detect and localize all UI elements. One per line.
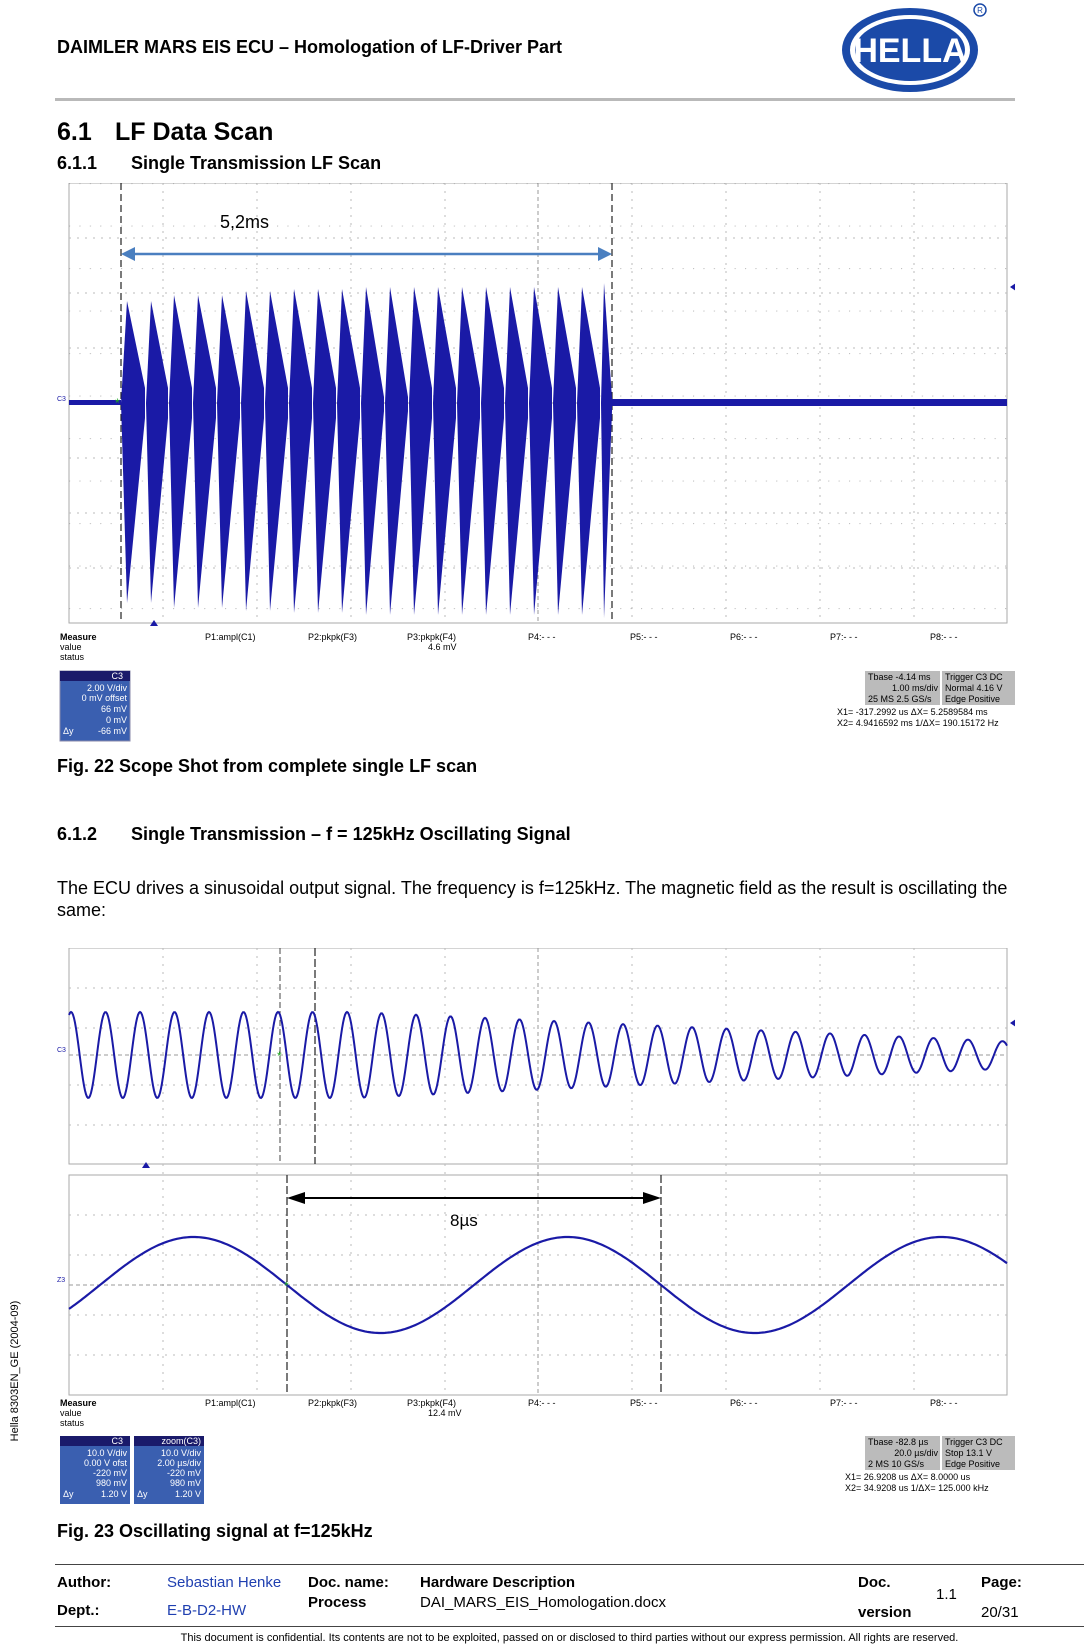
svg-text:2.00 V/div: 2.00 V/div <box>86 683 127 693</box>
header-rule <box>55 98 1015 101</box>
svg-text:Δy: Δy <box>63 1489 74 1499</box>
svg-text:0 mV: 0 mV <box>105 715 127 725</box>
svg-text:X1= -317.2992 us ΔX= 5: X1= -317.2992 us ΔX= 5.2589584 ms <box>837 707 988 717</box>
svg-text:status: status <box>60 652 85 662</box>
duration-annotation: 5,2ms <box>220 212 270 232</box>
svg-text:0 mV offset: 0 mV offset <box>81 693 127 703</box>
logo-text: HELLA <box>853 32 967 70</box>
svg-text:P7:- - -: P7:- - - <box>830 632 858 642</box>
svg-text:-66 mV: -66 mV <box>97 726 127 736</box>
svg-text:Tbase -82.8 µs: Tbase -82.8 µs <box>868 1437 929 1447</box>
confidentiality-notice: This document is confidential. Its contents are not to be exploited, passed on or disclosed to third parties without our express permission. All rights are reserved. <box>180 1632 959 1644</box>
svg-text:P7:- - -: P7:- - - <box>830 1398 858 1408</box>
svg-text:P3:pkpk(F4): P3:pkpk(F4) <box>407 632 457 642</box>
section-title: LF Data Scan <box>115 118 274 146</box>
svg-text:10.0 V/div: 10.0 V/div <box>86 1448 127 1458</box>
svg-text:Trigger C3 DC: Trigger C3 DC <box>945 672 1003 682</box>
svg-text:P6:- - -: P6:- - - <box>730 632 758 642</box>
zoom-box <box>134 1436 204 1504</box>
svg-text:value: value <box>60 1408 82 1418</box>
svg-text:Tbase -4.14 ms: Tbase -4.14 ms <box>868 672 931 682</box>
svg-text:980 mV: 980 mV <box>169 1478 201 1488</box>
docname-label: Doc. name: <box>308 1574 389 1591</box>
doc-filename: DAI_MARS_EIS_Homologation.docx <box>420 1594 666 1611</box>
dept-value: E-B-D2-HW <box>167 1602 247 1619</box>
trigger-box <box>942 1436 1015 1470</box>
svg-text:value: value <box>60 642 82 652</box>
timebase-box <box>865 1436 940 1470</box>
svg-text:C3: C3 <box>111 1436 123 1446</box>
svg-text:P4:- - -: P4:- - - <box>528 1398 556 1408</box>
svg-text:P3:pkpk(F4): P3:pkpk(F4) <box>407 1398 457 1408</box>
svg-text:Normal 4.16 V: Normal 4.16 V <box>945 683 1003 693</box>
svg-text:66 mV: 66 mV <box>100 704 127 714</box>
version-label: version <box>858 1604 912 1621</box>
svg-text:C3: C3 <box>111 671 123 681</box>
author-label: Author: <box>57 1574 112 1591</box>
channel-marker: C3 <box>57 396 66 403</box>
channel-box <box>60 1436 130 1504</box>
svg-text:Δy: Δy <box>63 726 74 736</box>
svg-text:Z3: Z3 <box>57 1277 66 1284</box>
svg-text:*: * <box>277 1049 282 1063</box>
subsection-number: 6.1.2 <box>57 824 98 844</box>
svg-text:Edge Positive: Edge Positive <box>945 1459 1001 1469</box>
svg-text:Edge Positive: Edge Positive <box>945 694 1001 704</box>
svg-text:980 mV: 980 mV <box>95 1478 127 1488</box>
svg-text:X2= 4.9416592 ms 1/ΔX= 19: X2= 4.9416592 ms 1/ΔX= 190.15172 Hz <box>837 718 999 728</box>
cursor-readout <box>837 707 999 728</box>
figure-caption-23: Fig. 23 Oscillating signal at f=125kHz <box>57 1521 373 1541</box>
version-value: 1.1 <box>936 1586 957 1603</box>
svg-text:P8:- - -: P8:- - - <box>930 1398 958 1408</box>
svg-text:*: * <box>284 1279 289 1293</box>
trigger-box <box>942 671 1015 705</box>
figure-caption-22: Fig. 22 Scope Shot from complete single LF scan <box>57 756 478 776</box>
form-id-label: Hella 8303EN_GE (2004-09) <box>9 1300 21 1442</box>
svg-text:P2:pkpk(F3): P2:pkpk(F3) <box>308 632 358 642</box>
section-heading <box>57 118 273 147</box>
svg-text:*: * <box>115 396 120 410</box>
svg-text:X1= 26.9208 us ΔX= 8.00: X1= 26.9208 us ΔX= 8.0000 us <box>845 1472 971 1482</box>
svg-text:P6:- - -: P6:- - - <box>730 1398 758 1408</box>
svg-text:4.6 mV: 4.6 mV <box>428 642 457 652</box>
channel-box <box>60 671 130 741</box>
svg-text:-220 mV: -220 mV <box>166 1468 201 1478</box>
svg-text:P1:ampl(C1): P1:ampl(C1) <box>205 632 256 642</box>
svg-text:zoom(C3): zoom(C3) <box>161 1436 201 1446</box>
author-name: Sebastian Henke <box>167 1574 282 1591</box>
svg-text:P2:pkpk(F3): P2:pkpk(F3) <box>308 1398 358 1408</box>
svg-text:P8:- - -: P8:- - - <box>930 632 958 642</box>
svg-text:1.00 ms/div: 1.00 ms/div <box>891 683 938 693</box>
svg-text:P1:ampl(C1): P1:ampl(C1) <box>205 1398 256 1408</box>
document-header-title: DAIMLER MARS EIS ECU – Homologation of LF-Driver Part <box>57 37 563 57</box>
process-label: Process <box>308 1594 367 1611</box>
subsection-title: Single Transmission – f = 125kHz Oscillating Signal <box>131 824 571 844</box>
svg-text:Δy: Δy <box>137 1489 148 1499</box>
cursor-readout <box>845 1472 989 1493</box>
footer-rule <box>55 1564 1084 1565</box>
svg-text:Stop 13.1 V: Stop 13.1 V <box>945 1448 993 1458</box>
subsection-number: 6.1.1 <box>57 153 98 173</box>
svg-text:1.20 V: 1.20 V <box>100 1489 127 1499</box>
svg-text:C3: C3 <box>57 1047 66 1054</box>
hella-logo <box>840 2 990 94</box>
dept-label: Dept.: <box>57 1602 100 1619</box>
svg-text:12.4 mV: 12.4 mV <box>428 1408 462 1418</box>
docver-label: Doc. <box>858 1574 891 1591</box>
svg-text:2.00 µs/div: 2.00 µs/div <box>157 1458 201 1468</box>
svg-text:P5:- - -: P5:- - - <box>630 632 658 642</box>
svg-text:X2= 34.9208 us 1/ΔX= 125.0: X2= 34.9208 us 1/ΔX= 125.000 kHz <box>845 1483 989 1493</box>
footer-rule-bottom <box>55 1626 1084 1627</box>
svg-text:10.0 V/div: 10.0 V/div <box>160 1448 201 1458</box>
doc-title: Hardware Description <box>420 1574 576 1591</box>
period-annotation: 8µs <box>450 1211 478 1230</box>
subsection-title: Single Transmission LF Scan <box>131 153 382 173</box>
svg-text:0.00 V ofst: 0.00 V ofst <box>83 1458 127 1468</box>
page-number: 20/31 <box>981 1604 1019 1621</box>
svg-text:20.0 µs/div: 20.0 µs/div <box>894 1448 938 1458</box>
svg-text:P4:- - -: P4:- - - <box>528 632 556 642</box>
svg-text:Measure: Measure <box>60 1398 97 1408</box>
page-label: Page: <box>981 1574 1022 1591</box>
scope-shot-lf-scan <box>55 183 1015 743</box>
svg-text:status: status <box>60 1418 85 1428</box>
svg-text:R: R <box>977 6 983 15</box>
section-number: 6.1 <box>57 118 92 146</box>
scope-shot-oscillation <box>55 948 1015 1508</box>
svg-text:Trigger C3 DC: Trigger C3 DC <box>945 1437 1003 1447</box>
svg-text:P5:- - -: P5:- - - <box>630 1398 658 1408</box>
svg-text:1.20 V: 1.20 V <box>174 1489 201 1499</box>
svg-text:2 MS 10 GS/s: 2 MS 10 GS/s <box>868 1459 925 1469</box>
svg-text:25 MS 2.5 GS/s: 25 MS 2.5 GS/s <box>868 694 932 704</box>
subsection-heading-1 <box>57 153 381 174</box>
timebase-box <box>865 671 940 705</box>
body-paragraph: The ECU drives a sinusoidal output signal. The frequency is f=125kHz. The magnetic field as the result is oscillating the same: <box>57 878 1008 920</box>
svg-text:-220 mV: -220 mV <box>92 1468 127 1478</box>
measure-label: Measure <box>60 632 97 642</box>
subsection-heading-2 <box>57 824 571 845</box>
